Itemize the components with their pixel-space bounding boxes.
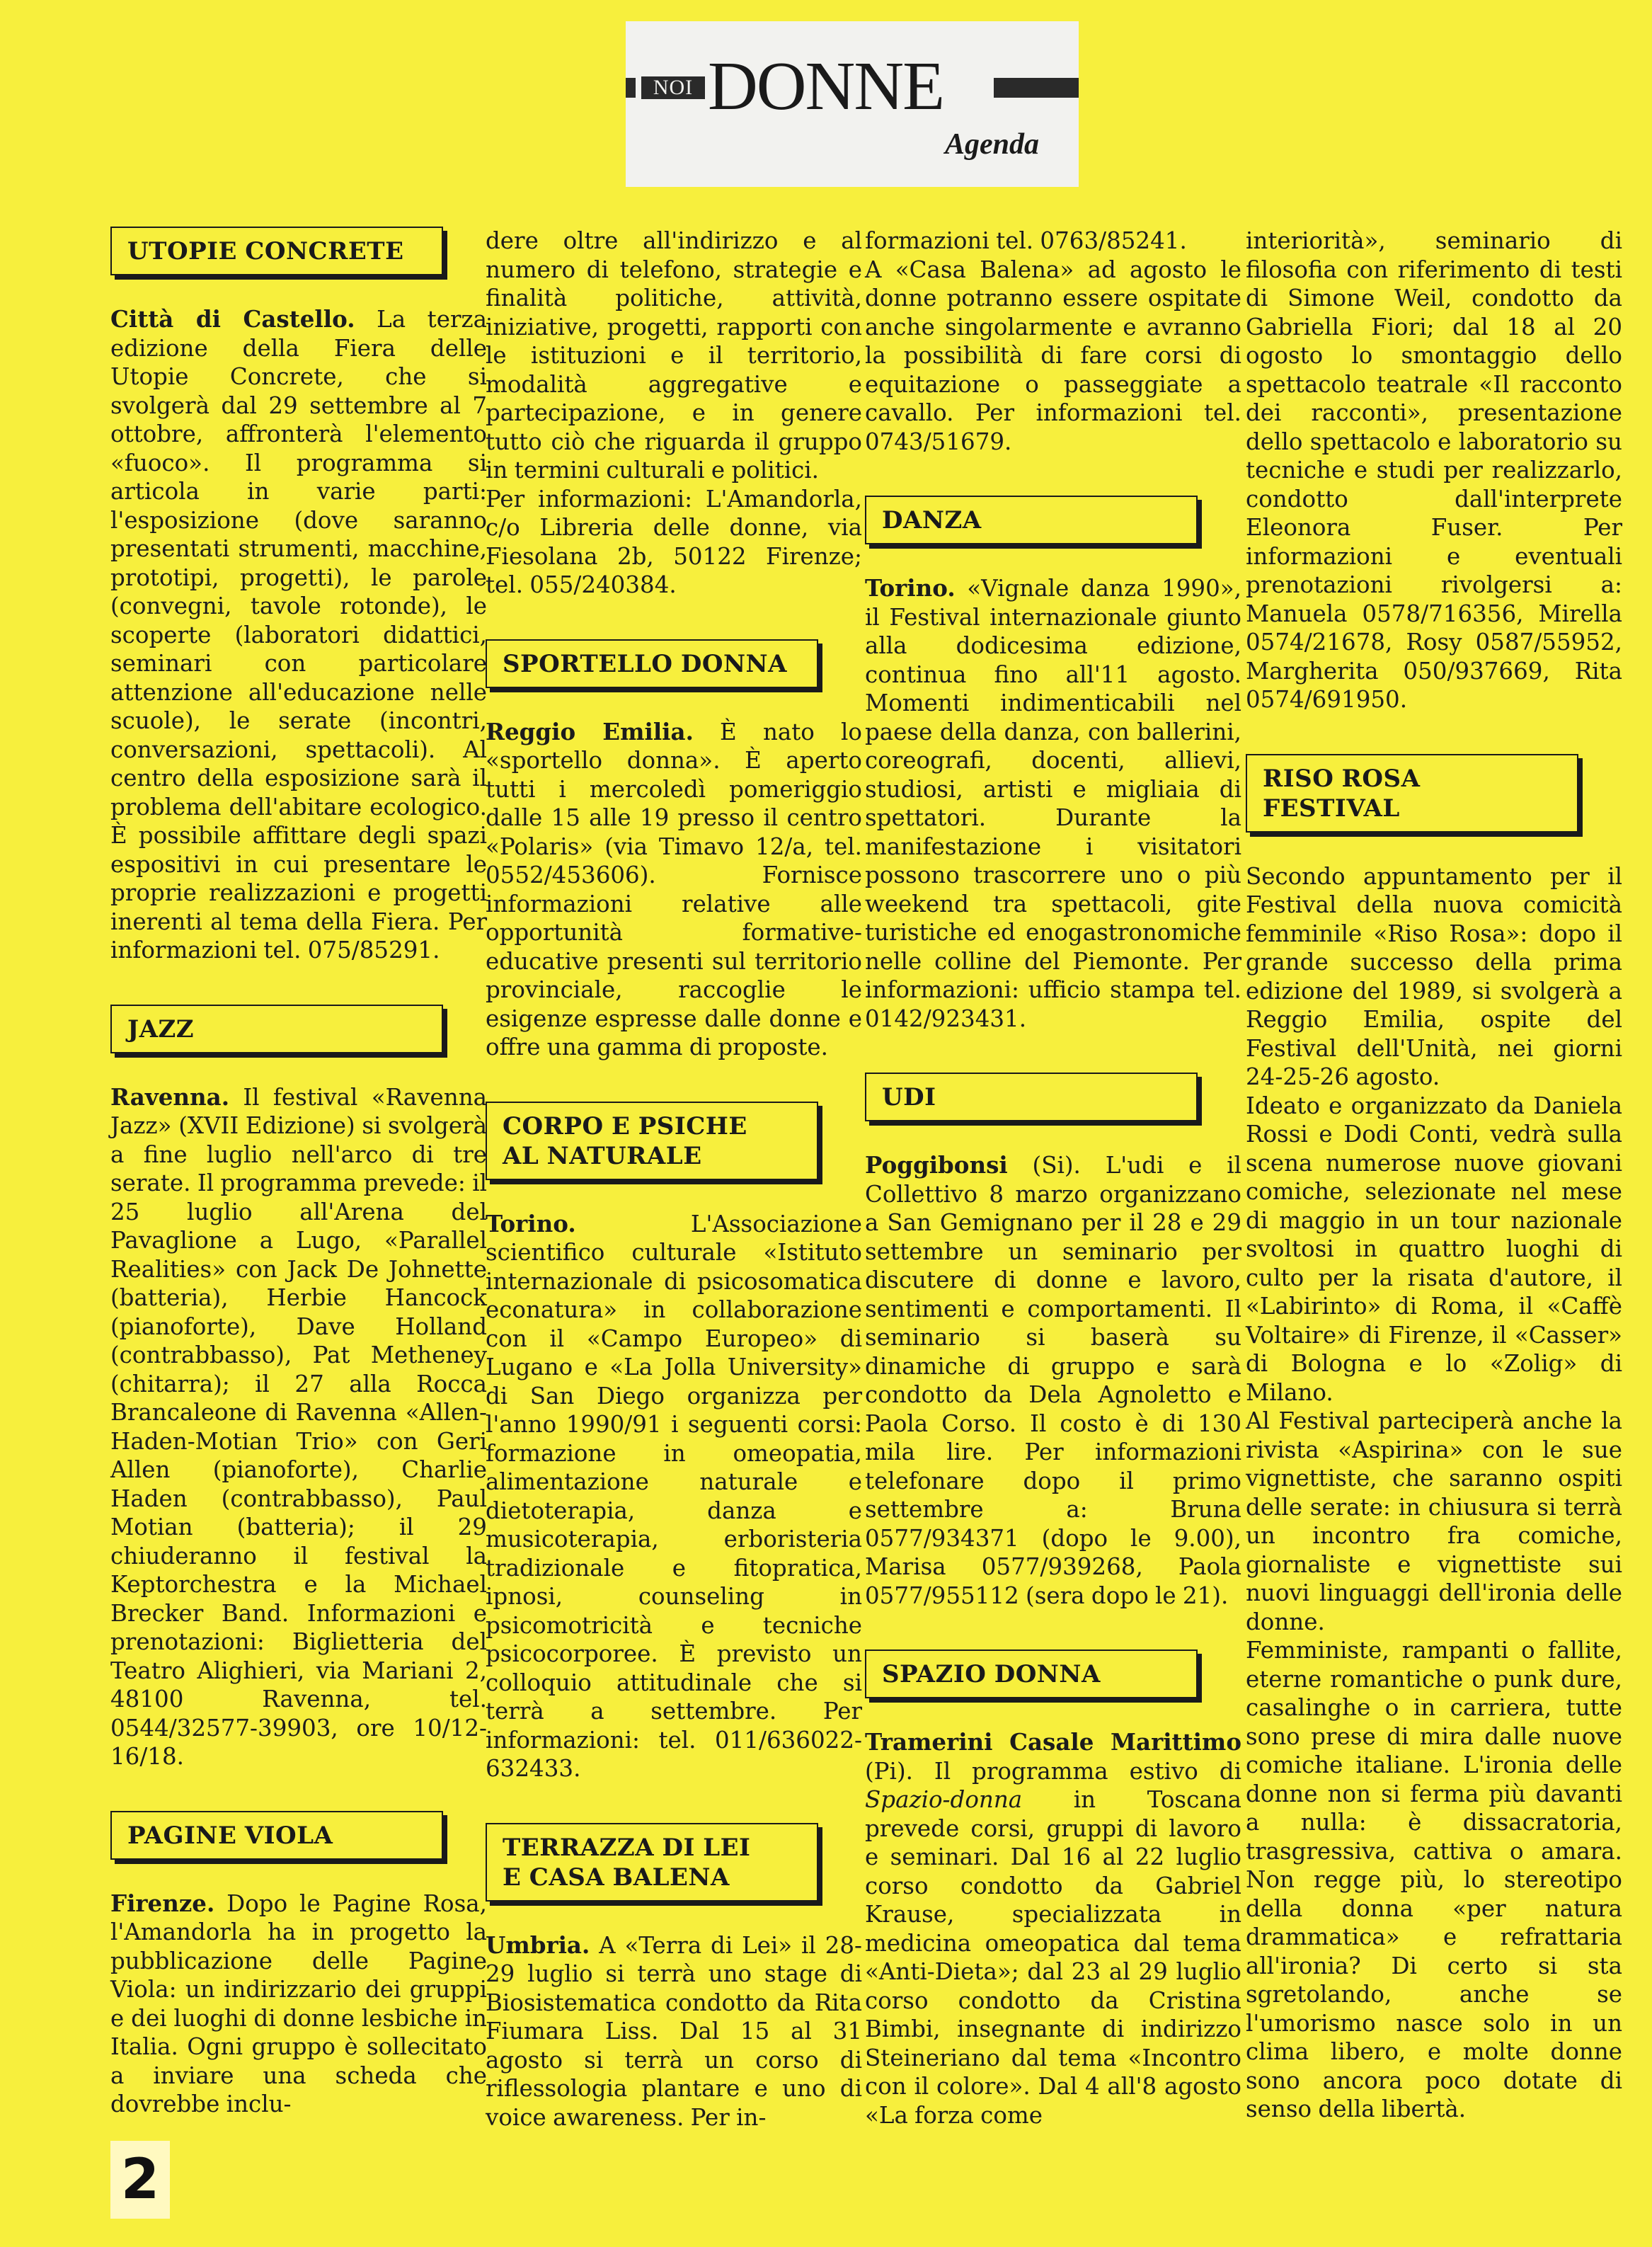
article-udi bbox=[865, 1151, 1241, 1610]
article-body: Il festival «Ravenna Jazz» (XVII Edizione) si svolgerà a fine luglio nell'arco di tre serate. Il programma prevede: il 25 luglio all'Arena del Pavaglione a Lugo, «Parallel Realities» con Jack De Johnette (batteria), Herbie Hancock (pianoforte), Dave Holland (contrabbasso), Pat Metheney (chitarra); il 27 alla Rocca Brancaleone di Ravenna «Allen-Haden-Motian Trio» con Geri Allen (pianoforte), Charlie Haden (contrabbasso), Paul Motian (batteria); il 29 chiuderanno il festival la Keptorchestra e la Michael Brecker Band. Informazioni e prenotazioni: Biglietteria del Teatro Alighieri, via Mariani 2, 48100 Ravenna, tel. 0544/32577-39903, ore 10/12-16/18. bbox=[110, 1083, 487, 1770]
column-3 bbox=[865, 227, 1241, 2202]
article-riso-rosa-p4: Femministe, rampanti o fallite, eterne romantiche o punk dure, casalinghe o in carriera, tutte sono prese di mira dalle nuove comiche italiane. L'ironia delle donne non si ferma più davanti a nulla: è dissacratoria, trasgressiva, cattiva o amara. Non regge più, lo stereotipo della donna «per natura drammatica» e refrattaria all'ironia? Di certo si sta sgretolando, anche se l'umorismo nasce solo in un clima libero, e molte donne sono ancora poco dotate di senso della libertà. bbox=[1246, 1637, 1622, 2122]
article-lead: Ravenna. bbox=[110, 1082, 230, 1111]
section-heading: RISO ROSA FESTIVAL bbox=[1246, 754, 1578, 833]
article-riso-rosa-p3: Al Festival parteciperà anche la rivista «Aspirina» con le sue vignettiste, che saranno ospiti delle serate: in chiusura si terrà un incontro fra comiche, giornaliste e vignettiste sui nuovi linguaggi dell'ironia delle donne. bbox=[1246, 1407, 1622, 1635]
article-utopie-concrete bbox=[110, 305, 487, 965]
article-pagine-viola bbox=[110, 1889, 487, 2119]
section-title: Agenda bbox=[944, 128, 1039, 161]
article-lead: Tramerini Casale Marittimo bbox=[865, 1728, 1241, 1756]
article-continuation: formazioni tel. 0763/85241. bbox=[865, 227, 1187, 254]
masthead-noi: NOI bbox=[641, 76, 705, 99]
article-body: La terza edizione della Fiera delle Utopie Concrete, che si svolgerà dal 29 settembre al 7 ottobre, affronterà l'elemento «fuoco». Il programma si articola in varie parti: l'esposizione (dove saranno presentati strumenti, macchine, prototipi, progetti), le parole (convegni, tavole rotonde), le scoperte (laboratori didattici, seminari con particolare attenzione all'educazione nelle scuole), le serate (incontri, conversazioni, spettacoli). Al centro della esposizione sarà il problema dell'abitare ecologico. È possibile affittare degli spazi espositivi in cui presentare le proprie realizzazioni e progetti inerenti al tema della Fiera. Per informazioni tel. 075/85291. bbox=[110, 306, 487, 964]
article-body: (Pi). Il programma estivo di bbox=[865, 1757, 1241, 1785]
article-body: A «Terra di Lei» il 28-29 luglio si terrà uno stage di Biosistematica condotto da Rita Fiumara Liss. Dal 15 al 31 agosto si terrà un corso di riflessologia plantare e uno di voice awareness. Per in- bbox=[486, 1931, 862, 2131]
section-heading: SPORTELLO DONNA bbox=[486, 639, 818, 688]
section-heading: TERRAZZA DI LEI E CASA BALENA bbox=[486, 1823, 818, 1902]
section-heading: JAZZ bbox=[110, 1005, 443, 1053]
section-heading: DANZA bbox=[865, 496, 1198, 544]
article-body: L'Associazione scientifico culturale «Istituto internazionale di psicosomatica econatura» in collaborazione con il «Campo Europeo» di Lugano e «La Jolla University» di San Diego organizza per l'anno 1990/91 i seguenti corsi: formazione in omeopatia, alimentazione naturale e dietoterapia, danza e musicoterapia, erboristeria tradizionale e fitopratica, ipnosi, counseling in psicomotricità e tecniche psicocorporee. È previsto un colloquio attitudinale che si terrà a settembre. Per informazioni: tel. 011/636022-632433. bbox=[486, 1210, 862, 1782]
article-riso-rosa-p2: Ideato e organizzato da Daniela Rossi e Dodi Conti, vedrà sulla scena numerose nuove giovani comiche, selezionate nel mese di maggio in un tour nazionale svoltosi in quattro luoghi di culto per la risata d'autore, il «Labirinto» di Roma, il «Caffè Voltaire» di Firenze, il «Casser» di Bologna e lo «Zolig» di Milano. bbox=[1246, 1092, 1622, 1406]
article-danza bbox=[865, 574, 1241, 1033]
article-continuation: A «Casa Balena» ad agosto le donne potranno essere ospitate anche singolarmente e avranno la possibilità di fare corsi di equitazione o passeggiate a cavallo. Per informazioni tel. 0743/51679. bbox=[865, 256, 1241, 455]
article-lead: Poggibonsi bbox=[865, 1151, 1008, 1179]
masthead-bar-right bbox=[994, 78, 1079, 98]
section-heading: PAGINE VIOLA bbox=[110, 1811, 443, 1860]
article-body: Dopo le Pagine Rosa, l'Amandorla ha in progetto la pubblicazione delle Pagine Viola: un indirizzario dei gruppi e dei luoghi di donne lesbiche in Italia. Ogni gruppo è sollecitato a inviare una scheda che dovrebbe inclu- bbox=[110, 1889, 487, 2117]
article-body: in Toscana prevede corsi, gruppi di lavoro e seminari. Dal 16 al 22 luglio corso condotto da Gabriel Krause, specializzata in medicina omeopatica dal tema «Anti-Dieta»; dal 23 al 29 luglio corso condotto da Cristina Bimbi, insegnante di indirizzo Steineriano dal tema «Incontro con il colore». Dal 4 all'8 agosto «La forza come bbox=[865, 1786, 1241, 2129]
article-body: È nato lo «sportello donna». È aperto tutti i mercoledì pomeriggio dalle 15 alle 19 presso il centro «Polaris» (via Timavo 12/a, tel. 0552/453606). Fornisce informazioni relative alle opportunità formative-educative presenti sul territorio provinciale, raccoglie le esigenze espresse dalle donne e offre una gamma di proposte. bbox=[486, 718, 862, 1060]
masthead-bar-left bbox=[626, 78, 636, 98]
article-lead: Umbria. bbox=[486, 1931, 590, 1959]
article-continuation: Per informazioni: L'Amandorla, c/o Libreria delle donne, via Fiesolana 2b, 50122 Firenze; tel. 055/240384. bbox=[486, 485, 862, 598]
article-body: «Vignale danza 1990», il Festival internazionale giunto alla dodicesima edizione, continua fino all'11 agosto. Momenti indimenticabili nel paese della danza, con ballerini, coreografi, docenti, allievi, studiosi, artisti e migliaia di spettatori. Durante la manifestazione i visitatori possono trascorrere uno o più weekend tra spettacoli, gite turistiche ed enogastronomiche nelle colline del Piemonte. Per informazioni: ufficio stampa tel. 0142/923431. bbox=[865, 575, 1241, 1032]
article-body: (Si). L'udi e il Collettivo 8 marzo organizzano a San Gemignano per il 28 e 29 settembre un seminario per discutere di donne e lavoro, sentimenti e comportamenti. Il seminario si baserà su dinamiche di gruppo e sarà condotto da Dela Agnoletto e Paola Corso. Il costo è di 130 mila lire. Per informazioni telefonare dopo il primo settembre a: Bruna 0577/934371 (dopo le 9.00), Marisa 0577/939268, Paola 0577/955112 (sera dopo le 21). bbox=[865, 1152, 1241, 1609]
article-continuation: interiorità», seminario di filosofia con riferimento di testi di Simone Weil, condotto da Gabriella Fiori; dal 18 al 20 ogosto lo smontaggio dello spettacolo teatrale «Il racconto dei racconti», presentazione dello spettacolo e laboratorio su tecniche e studi per realizzarlo, condotto dall'interprete Eleonora Fuser. Per informazioni e eventuali prenotazioni rivolgersi a: Manuela 0578/716356, Mirella 0574/21678, Rosy 0587/55952, Margherita 050/937669, Rita 0574/691950. bbox=[1246, 227, 1622, 713]
article-corpo-e-psiche bbox=[486, 1210, 862, 1783]
article-spazio-donna bbox=[865, 1728, 1241, 2129]
section-heading: UTOPIE CONCRETE bbox=[110, 227, 443, 275]
article-terrazza-di-lei bbox=[486, 1931, 862, 2132]
article-continuation: dere oltre all'indirizzo e al numero di telefono, strategie e finalità politiche, attività, iniziative, progetti, rapporti con le istituzioni e il territorio, modalità aggregative e partecipazione, e in genere tutto ciò che riguarda il gruppo in termini culturali e politici. bbox=[486, 227, 862, 484]
section-heading: SPAZIO DONNA bbox=[865, 1649, 1198, 1698]
article-lead: Torino. bbox=[865, 574, 956, 602]
masthead-logo bbox=[626, 48, 1079, 125]
column-4 bbox=[1246, 227, 1622, 2202]
page-number: 2 bbox=[110, 2141, 170, 2219]
article-lead: Reggio Emilia. bbox=[486, 717, 694, 745]
article-riso-rosa-p1: Secondo appuntamento per il Festival della nuova comicità femminile «Riso Rosa»: dopo il grande successo della prima edizione del 1989, si svolgerà a Reggio Emilia, ospite del Festival dell'Unità, nei giorni 24-25-26 agosto. bbox=[1246, 862, 1622, 1090]
article-emphasis: Spazio-donna bbox=[865, 1786, 1023, 1813]
article-lead: Torino. bbox=[486, 1209, 576, 1237]
article-lead: Città di Castello. bbox=[110, 305, 355, 333]
article-jazz bbox=[110, 1083, 487, 1771]
masthead-header bbox=[626, 21, 1079, 187]
section-heading: UDI bbox=[865, 1073, 1198, 1121]
section-heading: CORPO E PSICHE AL NATURALE bbox=[486, 1102, 818, 1180]
article-lead: Firenze. bbox=[110, 1889, 215, 1917]
article-sportello-donna bbox=[486, 718, 862, 1062]
column-2 bbox=[486, 227, 862, 2202]
masthead-donne: DONNE bbox=[708, 48, 943, 125]
column-1 bbox=[110, 227, 487, 2202]
